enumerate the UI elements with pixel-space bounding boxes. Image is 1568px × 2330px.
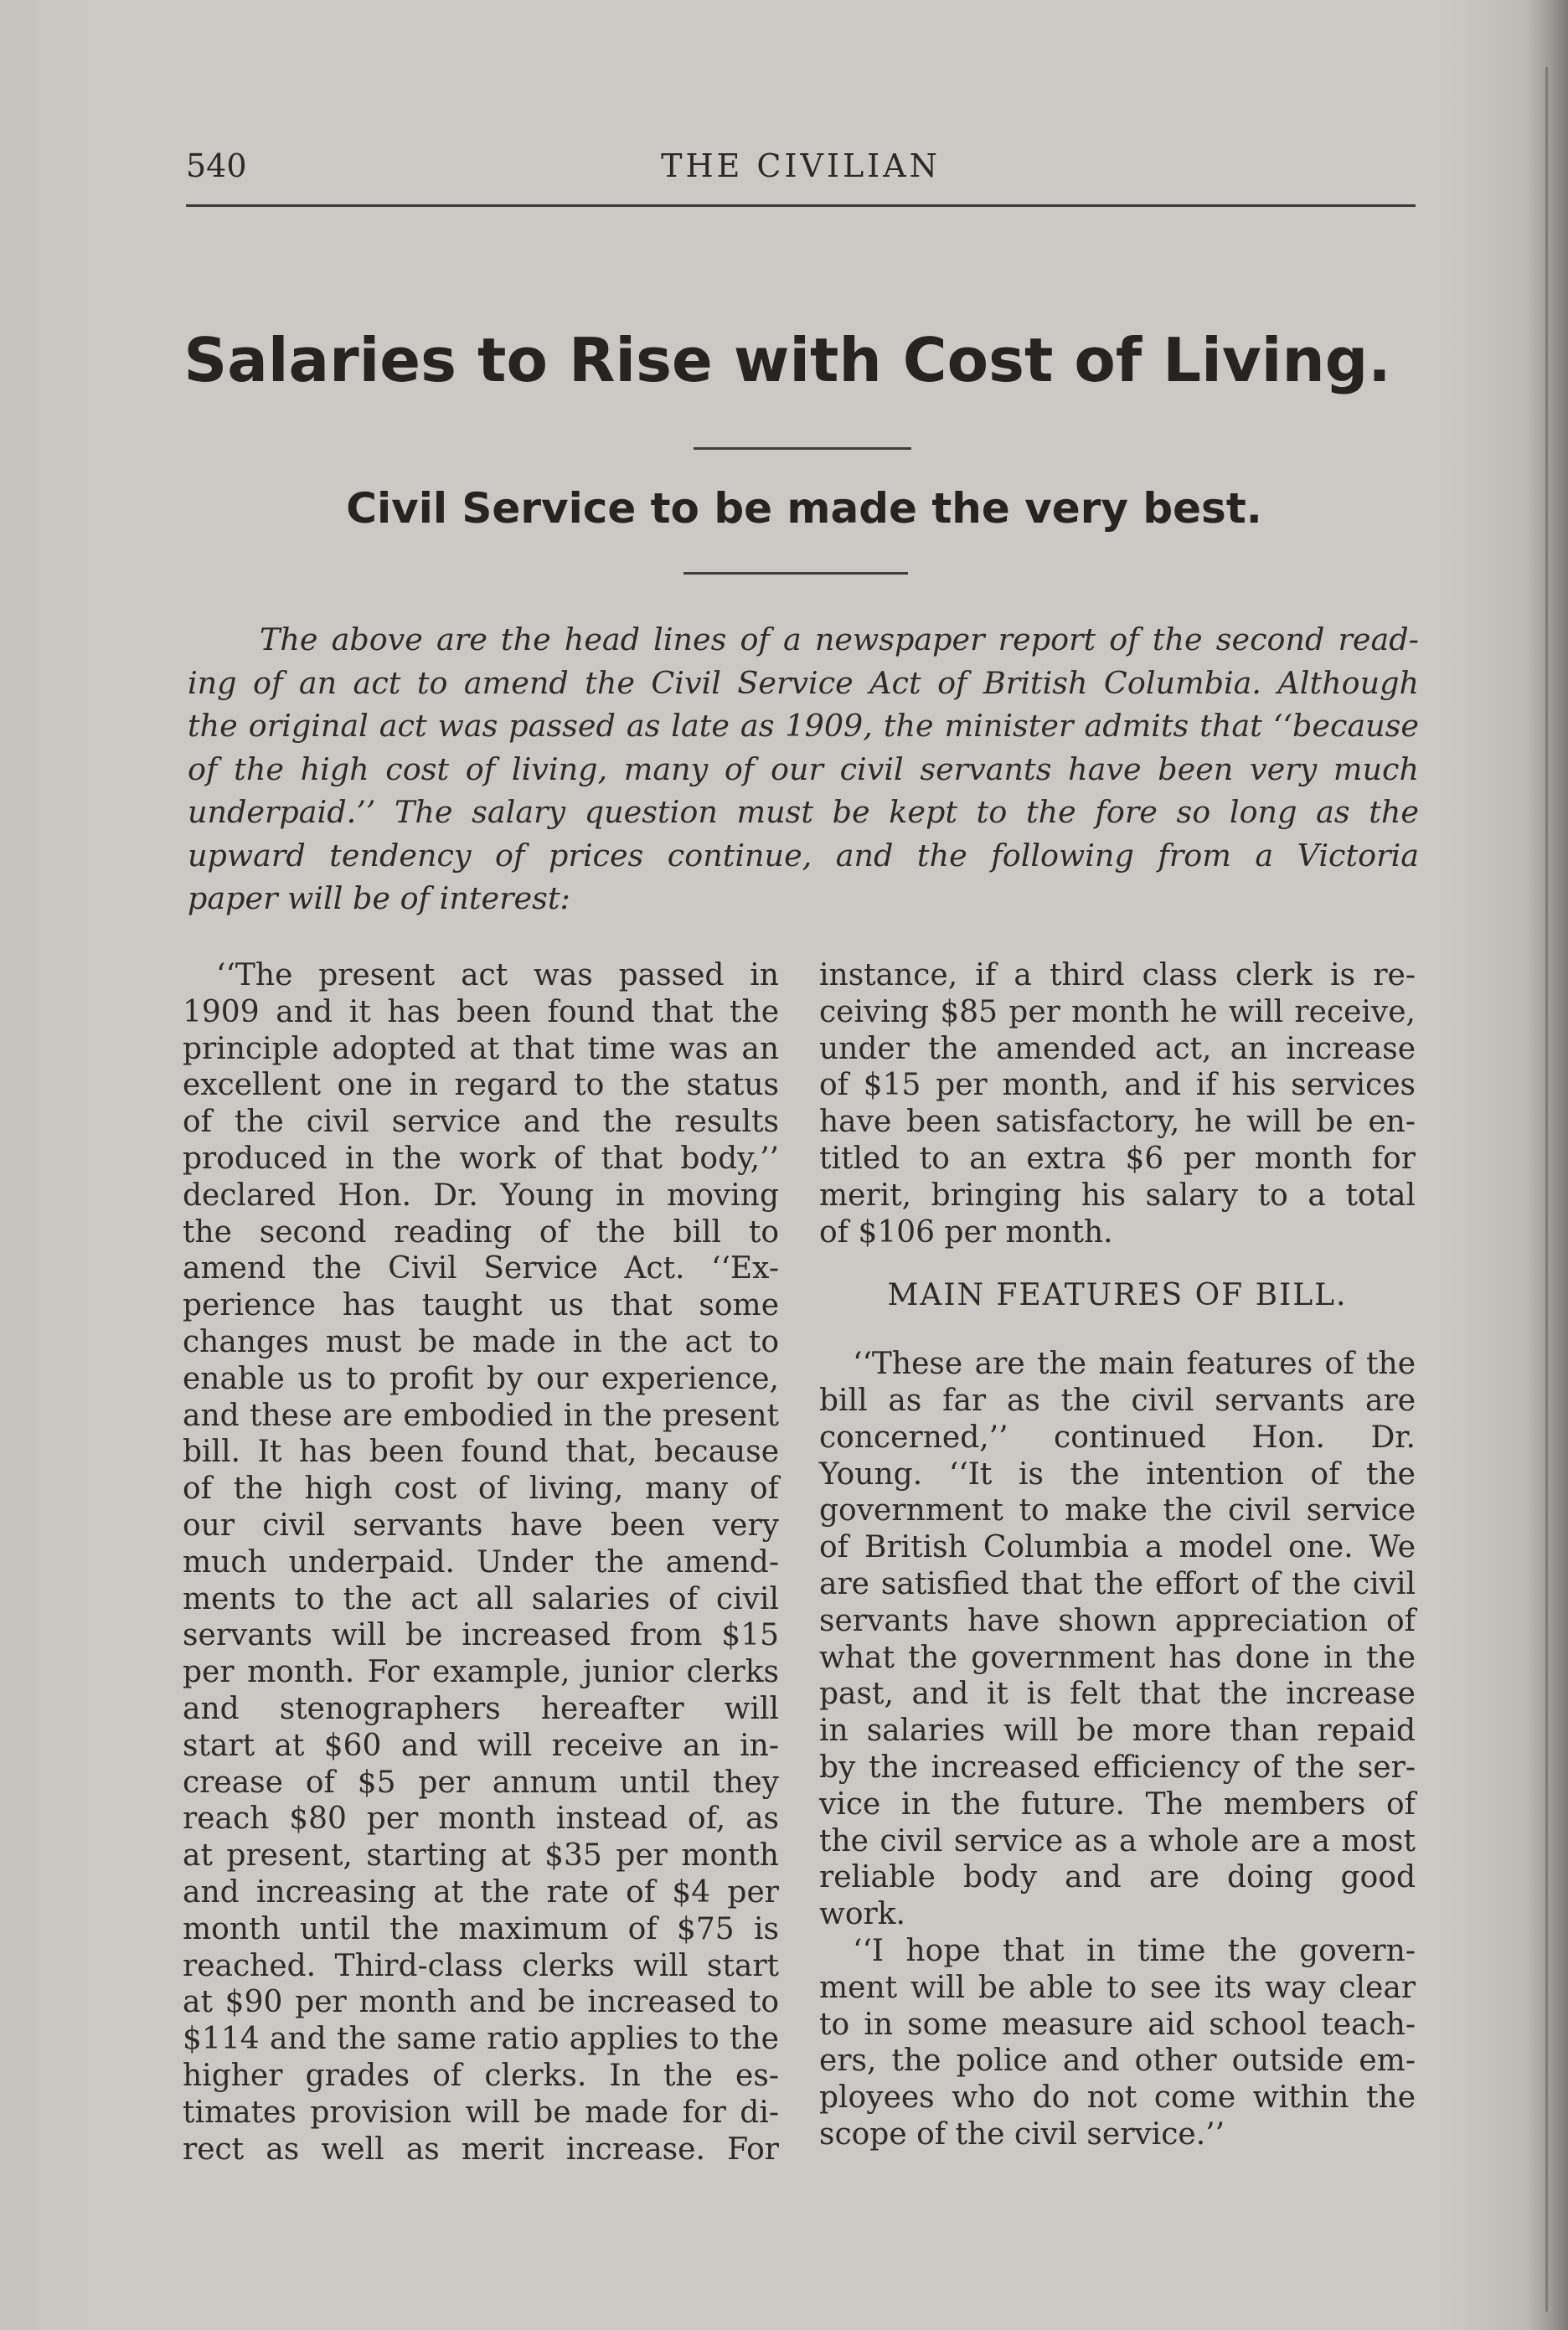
text-line: scope of the civil service.’’ bbox=[819, 2116, 1225, 2152]
left-column bbox=[183, 957, 779, 2168]
text-line: to in some measure aid school teach- bbox=[819, 2007, 1416, 2042]
text-line: excellent one in regard to the status bbox=[183, 1068, 779, 1103]
text-line: per month. For example, junior clerks bbox=[183, 1655, 779, 1690]
text-line: instance, if a third class clerk is re- bbox=[819, 958, 1416, 992]
text-line: past, and it is felt that the increase bbox=[819, 1677, 1416, 1712]
right-column bbox=[819, 957, 1416, 2153]
intro-paragraph bbox=[188, 618, 1419, 920]
page-number: 540 bbox=[186, 147, 247, 184]
right-paragraph-3 bbox=[819, 1933, 1416, 2153]
text-line: much underpaid. Under the amend- bbox=[183, 1544, 779, 1580]
text-line: reached. Third-class clerks will start bbox=[183, 1948, 779, 1983]
text-line: declared Hon. Dr. Young in moving bbox=[183, 1178, 779, 1213]
text-line: servants have shown appreciation of bbox=[819, 1603, 1416, 1638]
binding-edge bbox=[1545, 67, 1548, 2312]
intro-line: underpaid.’’ The salary question must be kept to the fore so long as the bbox=[188, 794, 1419, 830]
text-line: ‘‘The present act was passed in bbox=[216, 958, 779, 992]
text-line: bill. It has been found that, because bbox=[183, 1435, 779, 1470]
text-line: servants will be increased from $15 bbox=[183, 1618, 779, 1653]
text-line: ment will be able to see its way clear bbox=[819, 1970, 1416, 2005]
text-line: and these are embodied in the present bbox=[183, 1398, 779, 1433]
text-line: reliable body and are doing good bbox=[819, 1860, 1416, 1895]
text-line: work. bbox=[819, 1897, 905, 1932]
intro-line: upward tendency of prices continue, and the following from a Victoria bbox=[188, 837, 1419, 874]
intro-line: The above are the head lines of a newspaper report of the second read- bbox=[260, 621, 1419, 657]
text-line: produced in the work of that body,’’ bbox=[183, 1141, 779, 1176]
text-line: rect as well as merit increase. For bbox=[183, 2132, 779, 2167]
text-line: are satisfied that the effort of the civil bbox=[819, 1566, 1416, 1601]
text-line: what the government has done in the bbox=[819, 1640, 1416, 1675]
text-line: at $90 per month and be increased to bbox=[183, 1985, 779, 2020]
text-line: ployees who do not come within the bbox=[819, 2080, 1416, 2116]
text-line: concerned,’’ continued Hon. Dr. bbox=[819, 1420, 1416, 1455]
text-line: 1909 and it has been found that the bbox=[183, 994, 779, 1029]
text-line: ers, the police and other outside em- bbox=[819, 2044, 1416, 2079]
text-line: of the civil service and the results bbox=[183, 1105, 779, 1140]
binding-shadow bbox=[1528, 0, 1568, 2330]
text-line: reach $80 per month instead of, as bbox=[183, 1802, 779, 1837]
text-line: under the amended act, an increase bbox=[819, 1031, 1416, 1066]
text-line: perience has taught us that some bbox=[183, 1288, 779, 1323]
text-line: $114 and the same ratio applies to the bbox=[183, 2022, 779, 2057]
text-line: higher grades of clerks. In the es- bbox=[183, 2058, 779, 2093]
text-line: timates provision will be made for di- bbox=[183, 2095, 779, 2130]
article-subtitle: Civil Service to be made the very best. bbox=[346, 484, 1262, 533]
text-line: titled to an extra $6 per month for bbox=[819, 1141, 1416, 1176]
running-header bbox=[186, 144, 1416, 191]
text-line: start at $60 and will receive an in- bbox=[183, 1728, 779, 1763]
text-line: of British Columbia a model one. We bbox=[819, 1530, 1416, 1565]
article-title: Salaries to Rise with Cost of Living. bbox=[183, 325, 1391, 395]
text-line: enable us to profit by our experience, bbox=[183, 1361, 779, 1396]
section-heading: MAIN FEATURES OF BILL. bbox=[887, 1278, 1348, 1313]
intro-line: the original act was passed as late as 1909, the minister admits that ‘‘because bbox=[188, 708, 1419, 744]
text-line: by the increased efficiency of the ser- bbox=[819, 1750, 1416, 1785]
publication-title: THE CIVILIAN bbox=[661, 147, 941, 184]
right-paragraph-1 bbox=[819, 957, 1416, 1250]
intro-line: paper will be of interest: bbox=[188, 880, 570, 916]
text-line: ‘‘These are the main features of the bbox=[853, 1347, 1416, 1382]
text-line: and stenographers hereafter will bbox=[183, 1691, 779, 1726]
header-rule bbox=[186, 204, 1416, 207]
intro-line: ing of an act to amend the Civil Service Act of British Columbia. Although bbox=[188, 664, 1419, 701]
text-line: in salaries will be more than repaid bbox=[819, 1714, 1416, 1749]
text-line: at present, starting at $35 per month bbox=[183, 1838, 779, 1874]
text-line: ceiving $85 per month he will receive, bbox=[819, 994, 1416, 1029]
text-line: the civil service as a whole are a most bbox=[819, 1823, 1416, 1858]
text-line: have been satisfactory, he will be en- bbox=[819, 1105, 1416, 1140]
text-line: crease of $5 per annum until they bbox=[183, 1765, 779, 1800]
text-line: amend the Civil Service Act. ‘‘Ex- bbox=[183, 1251, 779, 1286]
text-line: month until the maximum of $75 is bbox=[183, 1911, 779, 1946]
text-line: of $15 per month, and if his services bbox=[819, 1068, 1416, 1103]
text-line: ‘‘I hope that in time the govern- bbox=[853, 1933, 1416, 1968]
text-line: ments to the act all salaries of civil bbox=[183, 1581, 779, 1616]
title-divider bbox=[694, 447, 911, 450]
text-line: and increasing at the rate of $4 per bbox=[183, 1874, 779, 1910]
text-line: bill as far as the civil servants are bbox=[819, 1383, 1416, 1418]
text-line: our civil servants have been very bbox=[183, 1508, 779, 1543]
text-line: merit, bringing his salary to a total bbox=[819, 1178, 1416, 1213]
text-line: the second reading of the bill to bbox=[183, 1214, 779, 1250]
text-line: changes must be made in the act to bbox=[183, 1324, 779, 1359]
intro-line: of the high cost of living, many of our civil servants have been very much bbox=[188, 750, 1419, 787]
right-paragraph-2 bbox=[819, 1346, 1416, 1933]
text-line: principle adopted at that time was an bbox=[183, 1031, 779, 1066]
text-line: vice in the future. The members of bbox=[819, 1786, 1416, 1822]
text-line: of $106 per month. bbox=[819, 1214, 1113, 1250]
subtitle-divider bbox=[683, 572, 908, 575]
text-line: government to make the civil service bbox=[819, 1493, 1416, 1528]
text-line: Young. ‘‘It is the intention of the bbox=[819, 1456, 1416, 1492]
text-line: of the high cost of living, many of bbox=[183, 1472, 779, 1507]
